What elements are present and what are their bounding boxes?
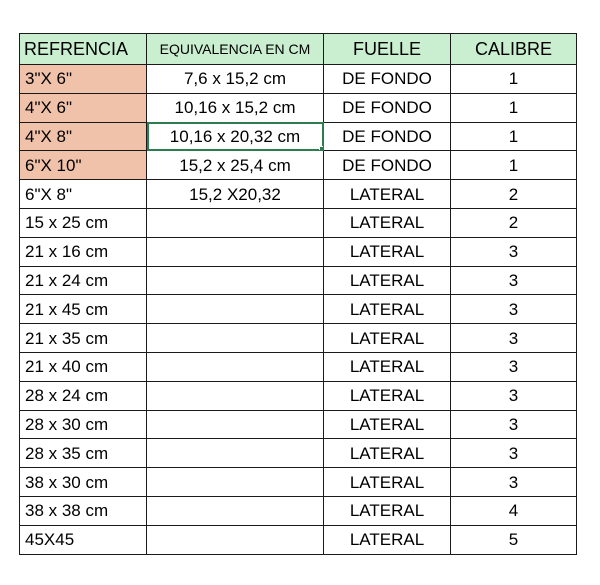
cell-referencia-text: 38 x 30 cm — [25, 472, 109, 492]
cell-fuelle-text: LATERAL — [349, 472, 425, 492]
cell-fuelle[interactable] — [324, 468, 451, 497]
cell-fuelle-text: LATERAL — [349, 501, 425, 521]
cell-fuelle-text: LATERAL — [349, 270, 425, 290]
cell-referencia-text: 28 x 30 cm — [25, 414, 109, 434]
header-equivalencia[interactable]: EQUIVALENCIA EN CM — [147, 34, 324, 65]
table-row — [20, 410, 577, 439]
cell-equivalencia[interactable] — [147, 352, 324, 381]
cell-referencia[interactable] — [20, 439, 147, 468]
cell-referencia[interactable] — [20, 525, 147, 554]
cell-calibre-text: 1 — [508, 98, 519, 118]
cell-equivalencia[interactable] — [147, 266, 324, 295]
cell-calibre[interactable] — [451, 496, 577, 525]
cell-equivalencia[interactable] — [147, 122, 324, 151]
table-row — [20, 496, 577, 525]
cell-referencia[interactable] — [20, 266, 147, 295]
cell-calibre-text: 5 — [508, 530, 519, 550]
cell-calibre-text: 2 — [508, 184, 519, 204]
cell-fuelle-text: LATERAL — [349, 414, 425, 434]
cell-calibre[interactable] — [451, 525, 577, 554]
cell-fuelle-text: LATERAL — [349, 213, 425, 233]
table-row — [20, 93, 577, 122]
cell-referencia[interactable] — [20, 324, 147, 353]
cell-calibre[interactable] — [451, 151, 577, 180]
header-calibre[interactable]: CALIBRE — [451, 34, 577, 65]
cell-fuelle-text: LATERAL — [349, 357, 425, 377]
cell-referencia[interactable] — [20, 237, 147, 266]
cell-referencia-text: 21 x 40 cm — [25, 357, 109, 377]
table-row — [20, 237, 577, 266]
cell-fuelle[interactable] — [324, 237, 451, 266]
cell-fuelle[interactable] — [324, 208, 451, 237]
cell-fuelle-text: LATERAL — [349, 299, 425, 319]
cell-equivalencia[interactable] — [147, 496, 324, 525]
cell-fuelle-text: DE FONDO — [342, 155, 432, 175]
cell-equivalencia[interactable] — [147, 65, 324, 94]
cell-fuelle-text: DE FONDO — [342, 126, 432, 146]
cell-calibre[interactable] — [451, 439, 577, 468]
table-row — [20, 180, 577, 209]
table-row — [20, 151, 577, 180]
cell-equivalencia[interactable] — [147, 525, 324, 554]
table-row — [20, 525, 577, 554]
cell-fuelle[interactable] — [324, 65, 451, 94]
cell-equivalencia[interactable] — [147, 410, 324, 439]
cell-calibre[interactable] — [451, 237, 577, 266]
cell-fuelle-text: DE FONDO — [342, 69, 432, 89]
cell-equivalencia-text: 10,16 x 20,32 cm — [169, 126, 301, 146]
header-fuelle[interactable]: FUELLE — [324, 34, 451, 65]
cell-referencia-text: 4"X 6" — [25, 98, 73, 118]
cell-fuelle[interactable] — [324, 439, 451, 468]
cell-referencia-text: 15 x 25 cm — [25, 213, 109, 233]
cell-referencia-text: 21 x 45 cm — [25, 299, 109, 319]
cell-fuelle[interactable] — [324, 93, 451, 122]
cell-calibre-text: 3 — [508, 270, 519, 290]
cell-fuelle[interactable] — [324, 352, 451, 381]
cell-calibre[interactable] — [451, 65, 577, 94]
cell-fuelle[interactable] — [324, 324, 451, 353]
cell-calibre-text: 3 — [508, 443, 519, 463]
cell-equivalencia-text: 10,16 x 15,2 cm — [174, 98, 296, 118]
cell-fuelle[interactable] — [324, 122, 451, 151]
cell-fuelle[interactable] — [324, 410, 451, 439]
cell-calibre-text: 3 — [508, 328, 519, 348]
cell-calibre[interactable] — [451, 180, 577, 209]
cell-calibre-text: 3 — [508, 386, 519, 406]
cell-equivalencia[interactable] — [147, 237, 324, 266]
cell-calibre-text: 3 — [508, 242, 519, 262]
cell-referencia-text: 45X45 — [25, 530, 75, 550]
cell-referencia[interactable] — [20, 496, 147, 525]
cell-referencia[interactable] — [20, 122, 147, 151]
cell-referencia[interactable] — [20, 352, 147, 381]
cell-fuelle-text: LATERAL — [349, 443, 425, 463]
cell-calibre[interactable] — [451, 295, 577, 324]
cell-equivalencia-text: 15,2 x 25,4 cm — [179, 155, 291, 175]
cell-referencia-text: 4"X 8" — [25, 126, 73, 146]
cell-referencia[interactable] — [20, 93, 147, 122]
table-row — [20, 439, 577, 468]
cell-fuelle[interactable] — [324, 381, 451, 410]
cell-equivalencia[interactable] — [147, 295, 324, 324]
cell-calibre-text: 3 — [508, 472, 519, 492]
cell-referencia-text: 21 x 24 cm — [25, 270, 109, 290]
cell-referencia-text: 28 x 24 cm — [25, 386, 109, 406]
cell-calibre[interactable] — [451, 324, 577, 353]
cell-calibre-text: 1 — [508, 126, 519, 146]
table-row — [20, 468, 577, 497]
table-row — [20, 324, 577, 353]
cell-referencia-text: 28 x 35 cm — [25, 443, 109, 463]
cell-equivalencia[interactable] — [147, 180, 324, 209]
cell-referencia-text: 3"X 6" — [25, 69, 73, 89]
cell-calibre-text: 1 — [508, 155, 519, 175]
table-row — [20, 352, 577, 381]
cell-equivalencia[interactable] — [147, 151, 324, 180]
cell-calibre-text: 1 — [508, 69, 519, 89]
cell-equivalencia[interactable] — [147, 208, 324, 237]
cell-calibre-text: 3 — [508, 299, 519, 319]
cell-equivalencia-text: 15,2 X20,32 — [189, 184, 281, 204]
cell-referencia[interactable] — [20, 65, 147, 94]
spreadsheet-table — [19, 33, 577, 555]
header-row — [20, 34, 577, 65]
cell-equivalencia[interactable] — [147, 381, 324, 410]
cell-equivalencia-text: 7,6 x 15,2 cm — [183, 69, 287, 89]
cell-calibre[interactable] — [451, 410, 577, 439]
cell-calibre[interactable] — [451, 122, 577, 151]
header-referencia[interactable]: REFRENCIA — [20, 34, 147, 65]
cell-referencia[interactable] — [20, 468, 147, 497]
table-body — [20, 65, 577, 555]
cell-referencia[interactable] — [20, 381, 147, 410]
table-row — [20, 295, 577, 324]
cell-fuelle[interactable] — [324, 266, 451, 295]
cell-referencia-text: 21 x 35 cm — [25, 328, 109, 348]
cell-calibre-text: 3 — [508, 357, 519, 377]
cell-referencia-text: 6"X 8" — [25, 184, 73, 204]
cell-fuelle[interactable] — [324, 525, 451, 554]
cell-fuelle-text: LATERAL — [349, 530, 425, 550]
table-row — [20, 381, 577, 410]
cell-calibre[interactable] — [451, 352, 577, 381]
table-row — [20, 208, 577, 237]
cell-calibre[interactable] — [451, 468, 577, 497]
table-row — [20, 122, 577, 151]
cell-fuelle-text: LATERAL — [349, 386, 425, 406]
cell-referencia-text: 21 x 16 cm — [25, 242, 109, 262]
cell-calibre[interactable] — [451, 93, 577, 122]
table-row — [20, 266, 577, 295]
cell-calibre-text: 3 — [508, 414, 519, 434]
cell-fuelle-text: LATERAL — [349, 328, 425, 348]
cell-referencia[interactable] — [20, 151, 147, 180]
cell-referencia[interactable] — [20, 295, 147, 324]
cell-fuelle-text: LATERAL — [349, 184, 425, 204]
cell-referencia[interactable] — [20, 180, 147, 209]
cell-calibre-text: 2 — [508, 213, 519, 233]
cell-equivalencia[interactable] — [147, 468, 324, 497]
cell-referencia-text: 6"X 10" — [25, 155, 82, 175]
cell-calibre[interactable] — [451, 381, 577, 410]
cell-equivalencia[interactable] — [147, 324, 324, 353]
cell-fuelle[interactable] — [324, 496, 451, 525]
cell-calibre-text: 4 — [508, 501, 519, 521]
table-row — [20, 65, 577, 94]
cell-referencia[interactable] — [20, 208, 147, 237]
cell-referencia-text: 38 x 38 cm — [25, 501, 109, 521]
cell-calibre[interactable] — [451, 266, 577, 295]
cell-equivalencia[interactable] — [147, 93, 324, 122]
cell-fuelle[interactable] — [324, 180, 451, 209]
cell-fuelle[interactable] — [324, 151, 451, 180]
cell-fuelle-text: LATERAL — [349, 242, 425, 262]
cell-referencia[interactable] — [20, 410, 147, 439]
cell-fuelle[interactable] — [324, 295, 451, 324]
cell-equivalencia[interactable] — [147, 439, 324, 468]
cell-calibre[interactable] — [451, 208, 577, 237]
fill-handle[interactable] — [319, 146, 324, 151]
cell-fuelle-text: DE FONDO — [342, 98, 432, 118]
